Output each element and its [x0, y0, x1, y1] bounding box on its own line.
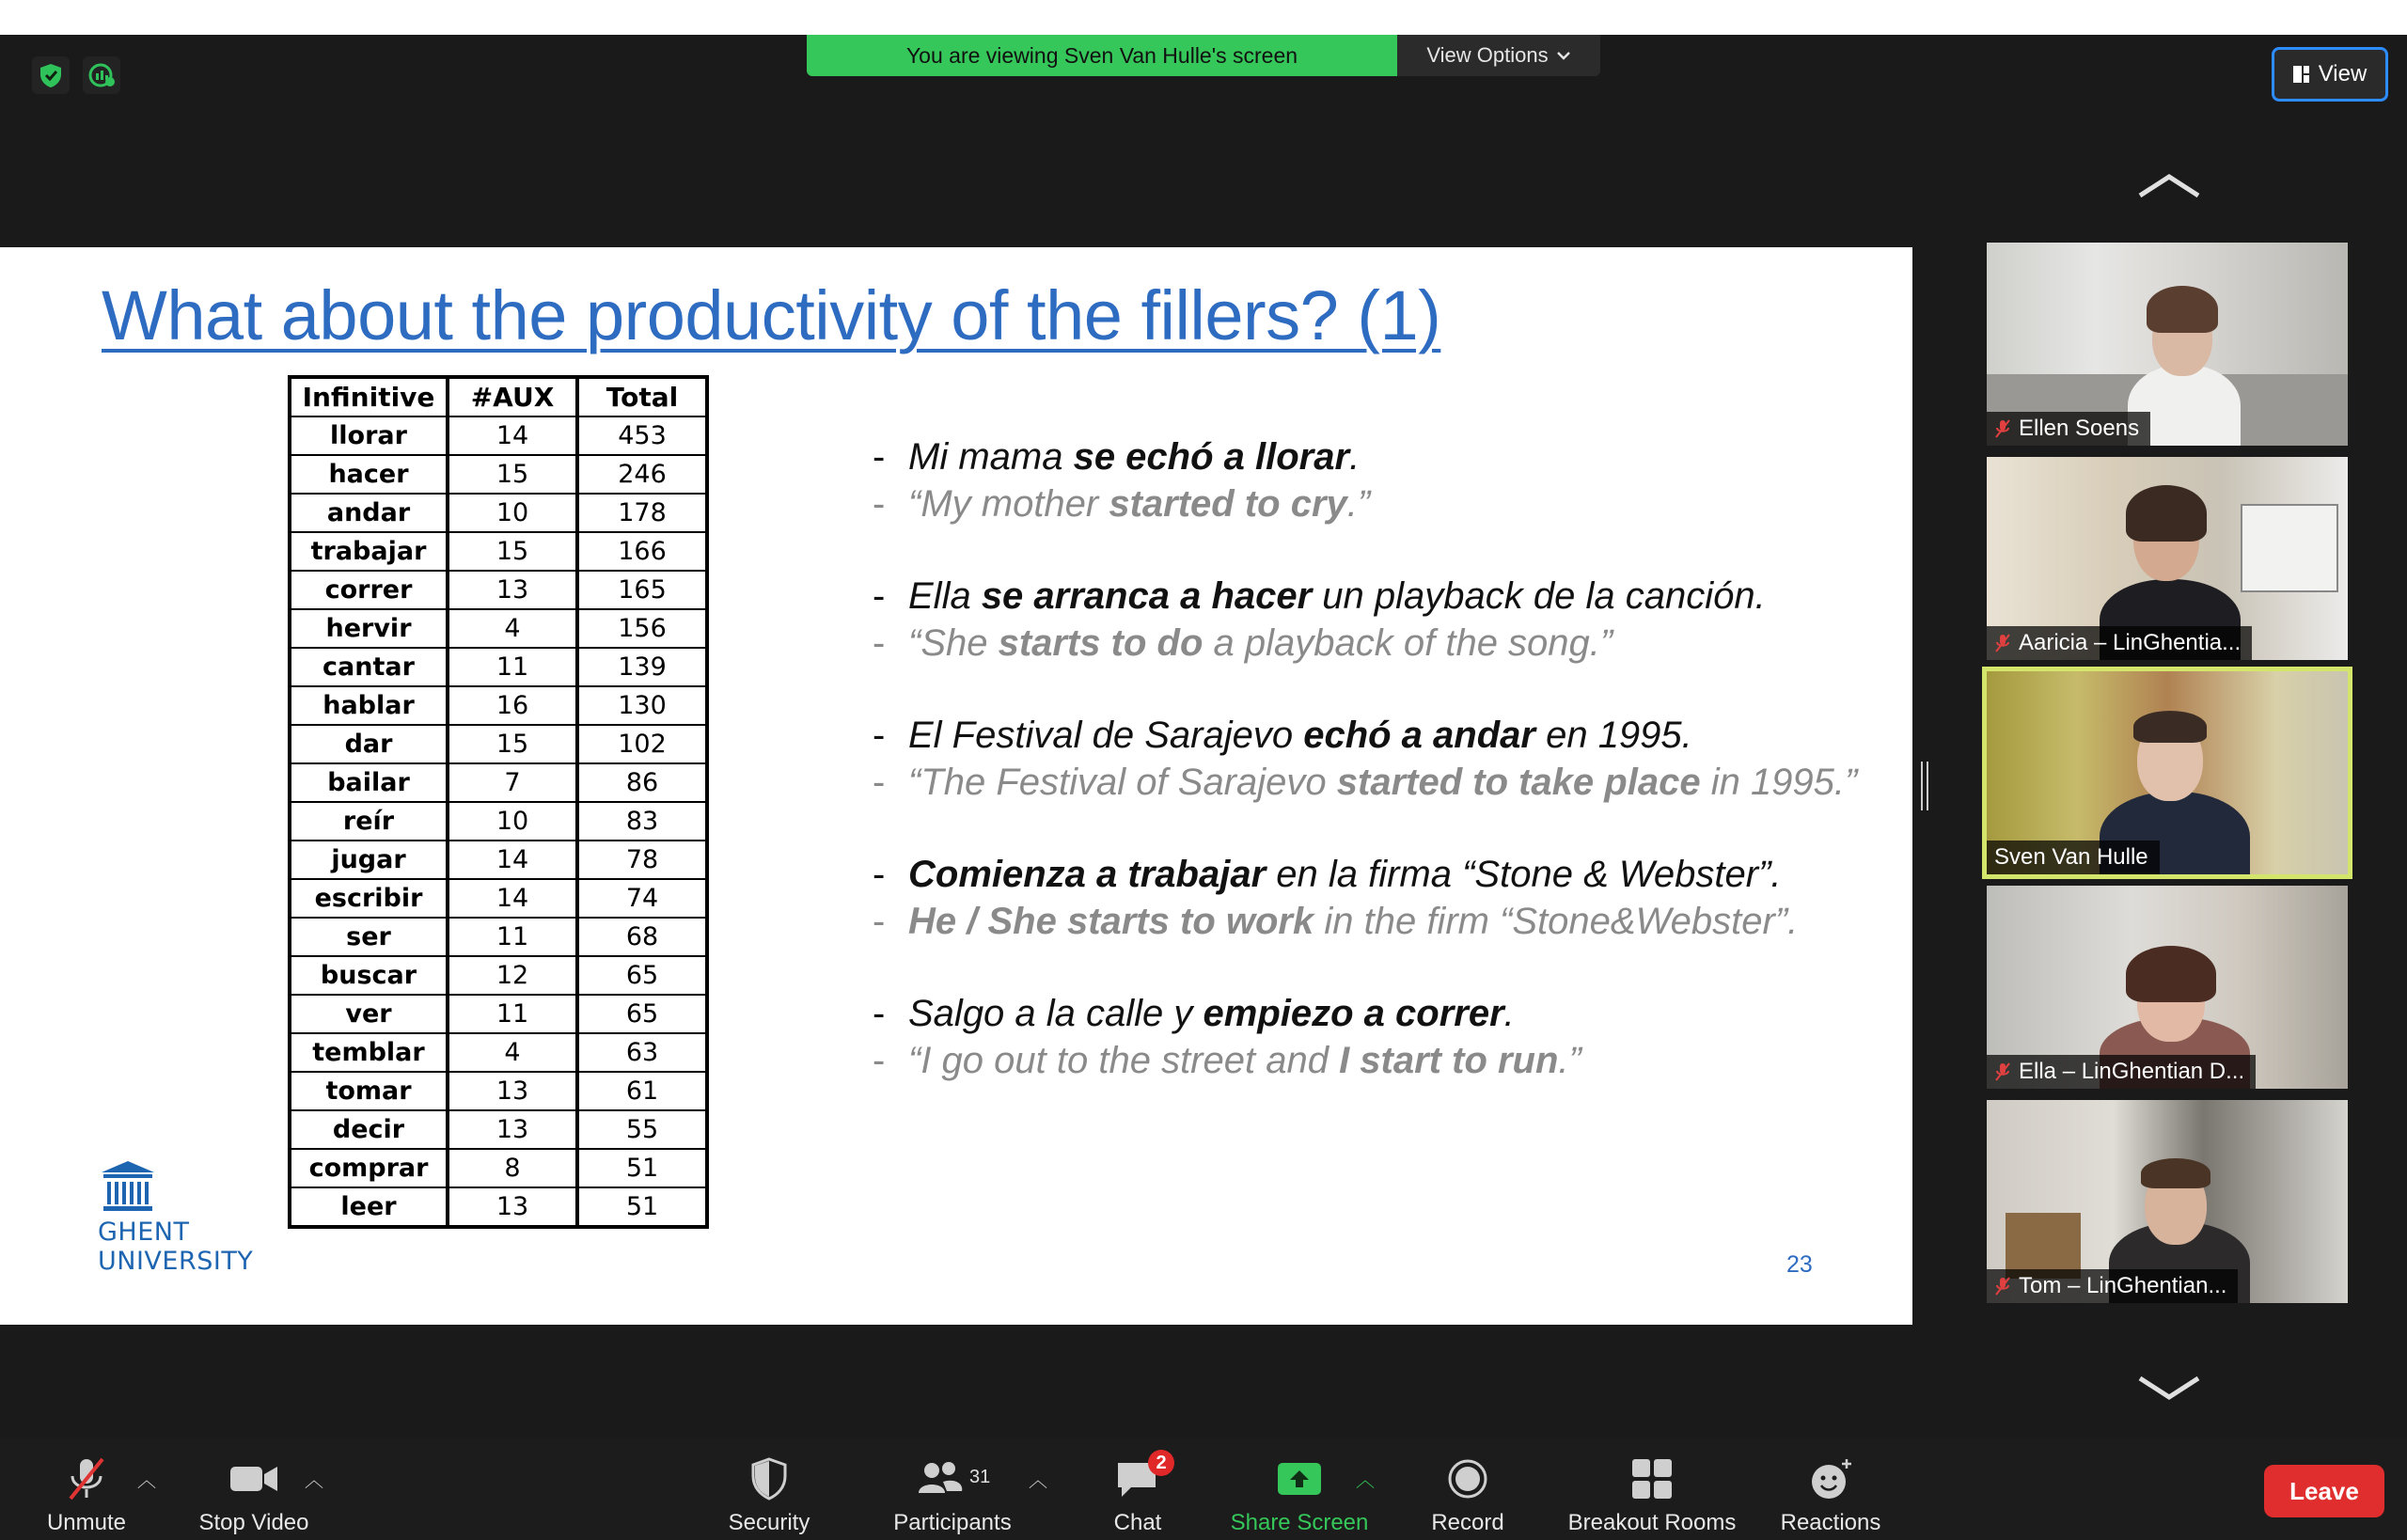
- table-row: [290, 416, 707, 455]
- reactions-smiley-icon: [1805, 1457, 1856, 1501]
- participant-hair: [2126, 946, 2216, 1002]
- total-count-cell: 178: [577, 494, 707, 532]
- infinitive-cell: hervir: [290, 609, 448, 648]
- participant-name: Ella – LinGhentian D...: [2019, 1059, 2245, 1084]
- participant-name-label: [1987, 841, 2160, 874]
- example-text: in 1995.”: [1700, 762, 1858, 803]
- breakout-rooms-label: Breakout Rooms: [1567, 1510, 1737, 1535]
- spanish-example-line: [873, 712, 1888, 759]
- table-row: [290, 686, 707, 725]
- table-row: [290, 763, 707, 802]
- window-top-strip: [0, 0, 2407, 35]
- video-options-caret-icon[interactable]: ︿: [305, 1470, 323, 1491]
- table-row: [290, 1033, 707, 1072]
- example-text: .: [1349, 436, 1361, 478]
- infinitive-cell: buscar: [290, 956, 448, 995]
- chat-bubble-icon: [1112, 1452, 1167, 1501]
- participant-hair: [2141, 1158, 2210, 1188]
- column-header-infinitive: Infinitive: [290, 377, 448, 416]
- infinitive-cell: andar: [290, 494, 448, 532]
- breakout-rooms-button[interactable]: [1563, 1448, 1741, 1536]
- total-count-cell: 102: [577, 725, 707, 763]
- view-layout-button[interactable]: [2272, 47, 2388, 102]
- infinitive-cell: ver: [290, 995, 448, 1033]
- share-screen-label: Share Screen: [1230, 1510, 1369, 1535]
- example-text: El Festival de Sarajevo: [908, 715, 1304, 756]
- encryption-shield-icon[interactable]: [32, 56, 70, 94]
- aux-count-cell: 15: [448, 532, 577, 571]
- table-row: [290, 455, 707, 494]
- example-text: en la firma “Stone & Webster”.: [1266, 854, 1782, 895]
- video-background-whiteboard: [2241, 504, 2338, 592]
- record-icon: [1442, 1457, 1493, 1501]
- infinitive-cell: comprar: [290, 1149, 448, 1187]
- participant-name-label: [1987, 626, 2252, 660]
- aux-count-cell: 13: [448, 1110, 577, 1149]
- share-screen-arrow-icon: [1274, 1457, 1325, 1501]
- example-text: “My mother: [908, 483, 1109, 525]
- total-count-cell: 63: [577, 1033, 707, 1072]
- security-label: Security: [728, 1510, 810, 1535]
- example-text: “I go out to the street and: [908, 1040, 1340, 1081]
- video-tile-sven-van-hulle[interactable]: [1982, 667, 2352, 879]
- participants-options-caret-icon[interactable]: ︿: [1029, 1470, 1047, 1491]
- table-row: [290, 571, 707, 609]
- connection-status-icon[interactable]: [83, 56, 120, 94]
- table-row: [290, 918, 707, 956]
- total-count-cell: 166: [577, 532, 707, 571]
- participant-name-label: [1987, 1269, 2238, 1303]
- infinitive-cell: ser: [290, 918, 448, 956]
- gallery-scroll-down-icon[interactable]: [2134, 1369, 2204, 1406]
- aux-count-cell: 10: [448, 494, 577, 532]
- participants-label: Participants: [893, 1510, 1012, 1535]
- infinitive-cell: tomar: [290, 1072, 448, 1110]
- infinitive-cell: jugar: [290, 841, 448, 879]
- aux-count-cell: 14: [448, 841, 577, 879]
- highlighted-construction: se arranca a hacer: [981, 575, 1313, 617]
- total-count-cell: 74: [577, 879, 707, 918]
- aux-count-cell: 11: [448, 648, 577, 686]
- aux-count-cell: 7: [448, 763, 577, 802]
- table-row: [290, 879, 707, 918]
- verb-frequency-table: [288, 375, 709, 1229]
- audio-options-caret-icon[interactable]: ︿: [137, 1470, 156, 1491]
- english-translation-line: [873, 1037, 1888, 1084]
- example-sentences: [873, 433, 1888, 1084]
- breakout-rooms-grid-icon: [1627, 1457, 1677, 1501]
- aux-count-cell: 11: [448, 918, 577, 956]
- slide-page-number: 23: [1786, 1251, 1813, 1278]
- aux-count-cell: 4: [448, 609, 577, 648]
- aux-count-cell: 16: [448, 686, 577, 725]
- infinitive-cell: reír: [290, 802, 448, 841]
- share-options-caret-icon[interactable]: ︿: [1356, 1470, 1375, 1491]
- infinitive-cell: correr: [290, 571, 448, 609]
- aux-count-cell: 15: [448, 455, 577, 494]
- video-tile-aaricia[interactable]: [1987, 457, 2348, 660]
- muted-mic-icon: [1994, 418, 2011, 439]
- chevron-down-icon: [1556, 51, 1571, 60]
- total-count-cell: 65: [577, 995, 707, 1033]
- muted-mic-icon: [1994, 1276, 2011, 1296]
- stop-video-button[interactable]: [188, 1448, 320, 1536]
- security-shield-icon: [744, 1457, 794, 1501]
- total-count-cell: 86: [577, 763, 707, 802]
- table-row: [290, 802, 707, 841]
- shared-screen-slide: [0, 247, 1912, 1325]
- example-text: .”: [1346, 483, 1371, 525]
- example-text: Salgo a la calle y: [908, 993, 1204, 1034]
- aux-count-cell: 13: [448, 1072, 577, 1110]
- unmute-button[interactable]: [38, 1448, 135, 1536]
- table-row: [290, 1072, 707, 1110]
- table-row: [290, 609, 707, 648]
- infinitive-cell: decir: [290, 1110, 448, 1149]
- table-row: [290, 725, 707, 763]
- view-layout-label: View: [2318, 61, 2368, 86]
- example-spacer: [873, 667, 1888, 712]
- highlighted-construction: Comienza a trabajar: [908, 854, 1266, 895]
- record-label: Record: [1431, 1510, 1504, 1535]
- participant-name: Ellen Soens: [2019, 416, 2140, 441]
- example-spacer: [873, 945, 1888, 990]
- participant-hair: [2147, 286, 2218, 333]
- table-row: [290, 648, 707, 686]
- reactions-label: Reactions: [1780, 1510, 1881, 1535]
- aux-count-cell: 11: [448, 995, 577, 1033]
- muted-microphone-icon: [61, 1457, 112, 1501]
- infinitive-cell: temblar: [290, 1033, 448, 1072]
- infinitive-cell: leer: [290, 1187, 448, 1227]
- example-text: “The Festival of Sarajevo: [908, 762, 1337, 803]
- video-tile-ellen-soens[interactable]: [1987, 243, 2348, 446]
- english-translation-line: [873, 759, 1888, 806]
- total-count-cell: 83: [577, 802, 707, 841]
- highlighted-construction: starts to do: [998, 622, 1204, 664]
- total-count-cell: 139: [577, 648, 707, 686]
- participant-hair: [2126, 485, 2207, 542]
- infinitive-cell: llorar: [290, 416, 448, 455]
- example-text: .: [1503, 993, 1515, 1034]
- table-row: [290, 995, 707, 1033]
- participant-hair: [2133, 711, 2207, 743]
- meeting-toolbar: [0, 1438, 2407, 1540]
- view-options-dropdown[interactable]: [1397, 35, 1600, 76]
- leave-meeting-button[interactable]: Leave: [2264, 1465, 2384, 1517]
- view-options-label: View Options: [1426, 43, 1549, 67]
- example-text: Mi mama: [908, 436, 1074, 478]
- record-button[interactable]: [1425, 1448, 1510, 1536]
- infinitive-cell: trabajar: [290, 532, 448, 571]
- aux-count-cell: 14: [448, 879, 577, 918]
- spanish-example-line: [873, 433, 1888, 480]
- example-spacer: [873, 806, 1888, 851]
- participant-name-label: [1987, 412, 2150, 446]
- stop-video-label: Stop Video: [198, 1510, 309, 1535]
- example-text: un playback de la canción.: [1312, 575, 1766, 617]
- table-row: [290, 532, 707, 571]
- resize-divider-handle[interactable]: [1921, 762, 1928, 810]
- total-count-cell: 130: [577, 686, 707, 725]
- aux-count-cell: 4: [448, 1033, 577, 1072]
- muted-mic-icon: [1994, 1061, 2011, 1082]
- participant-name: Tom – LinGhentian...: [2019, 1273, 2227, 1298]
- participants-button[interactable]: [884, 1448, 1021, 1536]
- example-text: in the firm “Stone&Webster”.: [1314, 901, 1799, 942]
- total-count-cell: 61: [577, 1072, 707, 1110]
- security-button[interactable]: [713, 1448, 826, 1536]
- total-count-cell: 246: [577, 455, 707, 494]
- column-header-aux: #AUX: [448, 377, 577, 416]
- total-count-cell: 51: [577, 1187, 707, 1227]
- highlighted-construction: He / She starts to work: [908, 901, 1314, 942]
- highlighted-construction: started to take place: [1336, 762, 1701, 803]
- participant-name: Aaricia – LinGhentia...: [2019, 630, 2242, 655]
- aux-count-cell: 14: [448, 416, 577, 455]
- total-count-cell: 65: [577, 956, 707, 995]
- spanish-example-line: [873, 990, 1888, 1037]
- participant-name: Sven Van Hulle: [1994, 844, 2148, 870]
- infinitive-cell: escribir: [290, 879, 448, 918]
- aux-count-cell: 13: [448, 1187, 577, 1227]
- table-row: [290, 1110, 707, 1149]
- spanish-example-line: [873, 851, 1888, 898]
- logo-line-university: UNIVERSITY: [98, 1247, 254, 1276]
- share-screen-button[interactable]: [1226, 1448, 1373, 1536]
- spanish-example-line: [873, 573, 1888, 620]
- total-count-cell: 55: [577, 1110, 707, 1149]
- english-translation-line: [873, 898, 1888, 945]
- example-text: a playback of the song.”: [1203, 622, 1613, 664]
- unmute-label: Unmute: [46, 1510, 127, 1535]
- reactions-button[interactable]: [1777, 1448, 1884, 1536]
- highlighted-construction: I start to run: [1339, 1040, 1559, 1081]
- aux-count-cell: 13: [448, 571, 577, 609]
- highlighted-construction: echó a andar: [1303, 715, 1535, 756]
- chat-unread-badge: 2: [1148, 1450, 1174, 1476]
- slide-title: What about the productivity of the fillers? (1): [102, 276, 1441, 354]
- chat-button[interactable]: [1100, 1448, 1175, 1536]
- highlighted-construction: se echó a llorar: [1073, 436, 1350, 478]
- aux-count-cell: 8: [448, 1149, 577, 1187]
- aux-count-cell: 12: [448, 956, 577, 995]
- example-text: Ella: [908, 575, 982, 617]
- table-row: [290, 1187, 707, 1227]
- english-translation-line: [873, 620, 1888, 667]
- table-row: [290, 956, 707, 995]
- infinitive-cell: cantar: [290, 648, 448, 686]
- table-row: [290, 841, 707, 879]
- example-text: en 1995.: [1534, 715, 1692, 756]
- table-row: [290, 1149, 707, 1187]
- aux-count-cell: 15: [448, 725, 577, 763]
- total-count-cell: 78: [577, 841, 707, 879]
- video-tile-ella[interactable]: [1987, 886, 2348, 1089]
- participants-count: 31: [969, 1467, 991, 1487]
- total-count-cell: 156: [577, 609, 707, 648]
- participants-people-icon: [915, 1457, 990, 1501]
- screen-share-banner-text: You are viewing Sven Van Hulle's screen: [905, 42, 1298, 68]
- video-camera-icon: [228, 1457, 279, 1501]
- column-header-total: Total: [577, 377, 707, 416]
- ghent-university-logo: [98, 1159, 253, 1276]
- infinitive-cell: hacer: [290, 455, 448, 494]
- aux-count-cell: 10: [448, 802, 577, 841]
- highlighted-construction: started to cry: [1109, 483, 1347, 525]
- english-translation-line: [873, 480, 1888, 527]
- video-tile-tom[interactable]: [1987, 1100, 2348, 1303]
- chat-label: Chat: [1113, 1510, 1162, 1535]
- table-body: [290, 416, 707, 1227]
- total-count-cell: 165: [577, 571, 707, 609]
- table-row: [290, 494, 707, 532]
- highlighted-construction: empiezo a correr: [1203, 993, 1504, 1034]
- total-count-cell: 453: [577, 416, 707, 455]
- example-text: “She: [908, 622, 999, 664]
- total-count-cell: 68: [577, 918, 707, 956]
- logo-line-ghent: GHENT: [98, 1218, 190, 1247]
- muted-mic-icon: [1994, 633, 2011, 653]
- infinitive-cell: dar: [290, 725, 448, 763]
- participant-name-label: [1987, 1055, 2256, 1089]
- example-spacer: [873, 527, 1888, 573]
- total-count-cell: 51: [577, 1149, 707, 1187]
- infinitive-cell: bailar: [290, 763, 448, 802]
- table-header-row: [290, 377, 707, 416]
- infinitive-cell: hablar: [290, 686, 448, 725]
- gallery-scroll-up-icon[interactable]: [2134, 167, 2204, 205]
- layout-grid-icon: [2293, 66, 2309, 83]
- university-building-icon: [100, 1159, 156, 1214]
- screen-share-banner: [807, 35, 1397, 76]
- example-text: .”: [1558, 1040, 1581, 1081]
